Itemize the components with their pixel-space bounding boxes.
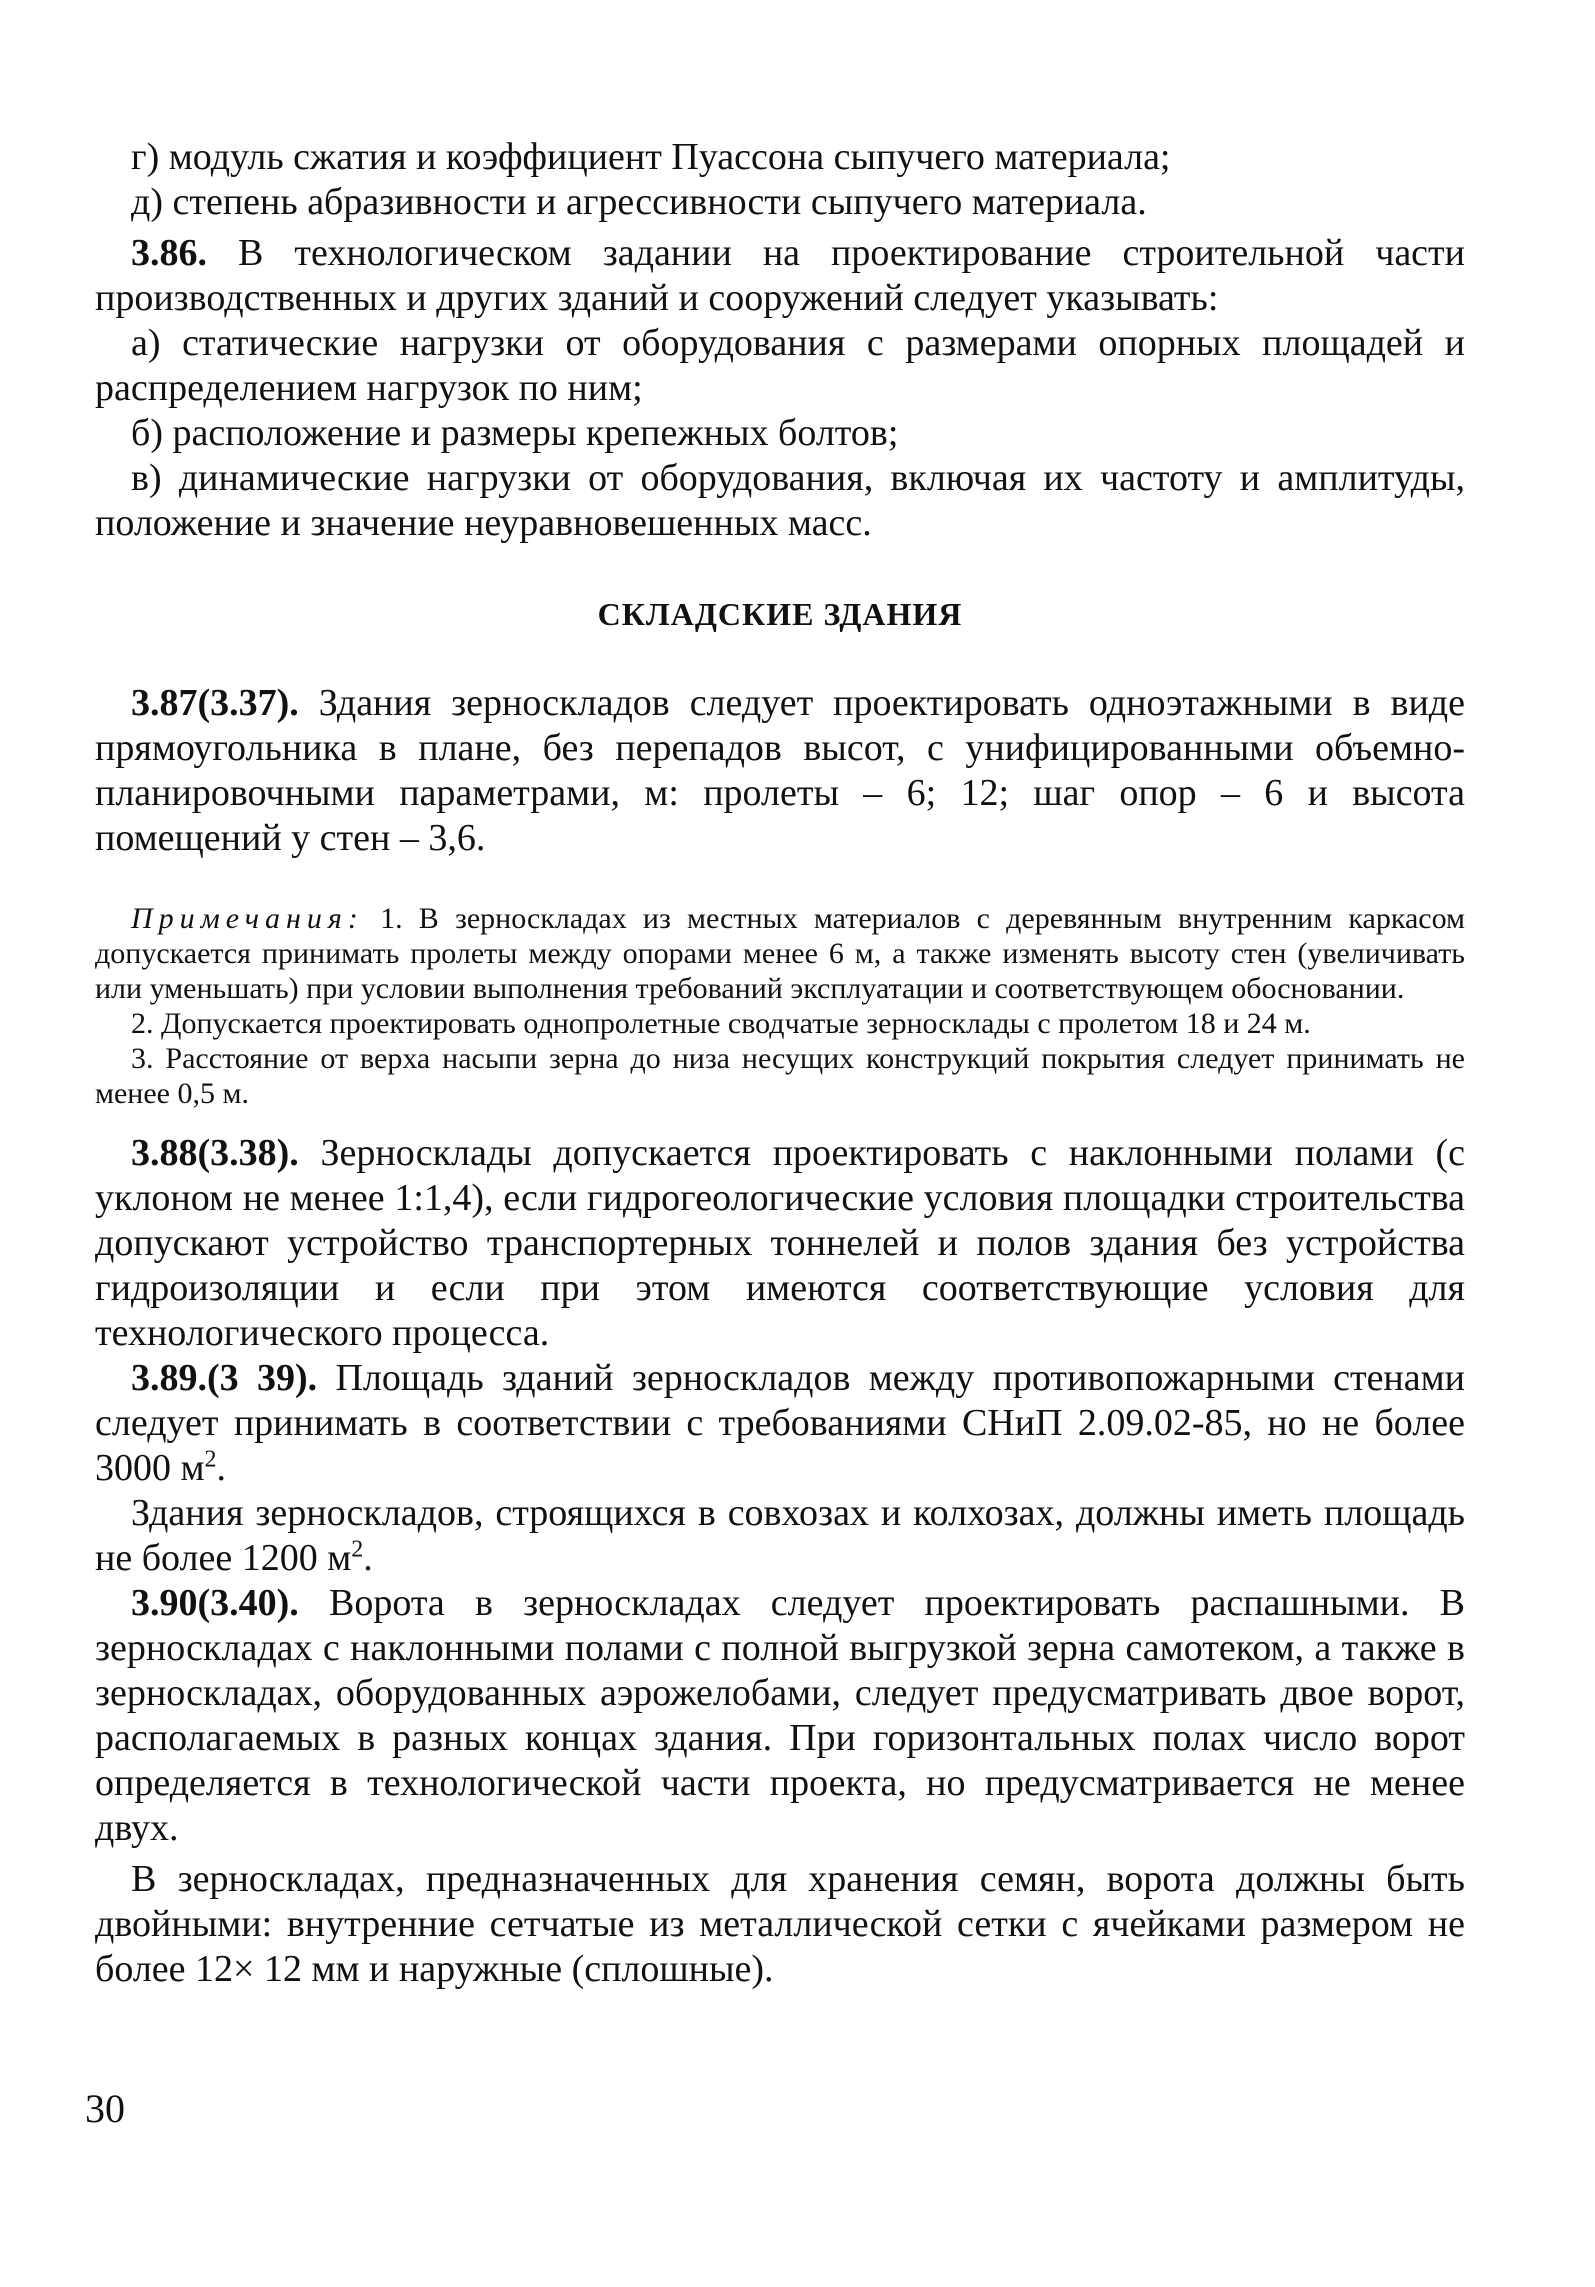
superscript: 2 (351, 1536, 364, 1563)
paragraph-3-90 (95, 1581, 1465, 1851)
section-title: СКЛАДСКИЕ ЗДАНИЯ (597, 596, 963, 632)
superscript: 2 (204, 1446, 217, 1473)
paragraph-3-89 (95, 1356, 1465, 1491)
clause-text: Здания зерноскладов, строящихся в совхозах и колхозах, должны иметь площадь не более 1200 м (95, 1492, 1465, 1579)
paragraph-3-86 (95, 231, 1465, 321)
note-text: 1. В зерноскладах из местных материалов с деревянным внутренним каркасом допускается принимать пролеты между опорами менее 6 м, а также изменять высоту стен (увеличивать или уменьшать) при условии выполнения требований эксплуатации и соответствующем обосновании. (95, 902, 1465, 1005)
clause-number: 3.89.(3 39). (131, 1357, 318, 1399)
page-number: 30 (85, 2086, 125, 2131)
note-2: 2. Допускается проектировать однопролетные сводчатые зерносклады с пролетом 18 и 24 м. (131, 1007, 1311, 1040)
clause-text: Здания зерноскладов следует проектировать одноэтажными в виде прямоугольника в плане, без перепадов высот, с унифицированными объемно-планировочными параметрами, м: пролеты – 6; 12; шаг опор – 6 и высота помещений у стен – 3,6. (95, 682, 1466, 859)
page-body (95, 135, 1465, 1992)
period: . (216, 1447, 227, 1489)
notes-label: Примечания: (131, 902, 364, 935)
item-a: а) статические нагрузки от оборудования с размерами опорных площадей и распределением нагрузок по ним; (95, 322, 1465, 409)
item-b: б) расположение и размеры крепежных болтов; (131, 412, 899, 454)
paragraph-3-89-2 (95, 1491, 1465, 1581)
clause-text: Ворота в зерноскладах следует проектировать распашными. В зерноскладах с наклонными полами с полной выгрузкой зерна самотеком, а также в зерноскладах, оборудованных аэрожелобами, следует предусматривать двое ворот, располагаемых в разных концах здания. При горизонтальных полах число ворот определяется в технологической части проекта, но предусматривается не менее двух. (95, 1582, 1465, 1849)
clause-text: Площадь зданий зерноскладов между противопожарными стенами следует принимать в соответствии с требованиями СНиП 2.09.02-85, но не более 3000 м (95, 1357, 1466, 1489)
notes-block (95, 901, 1465, 1111)
clause-number: 3.90(3.40). (131, 1582, 299, 1624)
note-1 (95, 901, 1465, 1006)
paragraph-3-87 (95, 681, 1465, 861)
item-v: в) динамические нагрузки от оборудования, включая их частоту и амплитуды, положение и значение неуравновешенных масс. (95, 457, 1465, 544)
item-g: г) модуль сжатия и коэффициент Пуассона сыпучего материала; (131, 136, 1171, 178)
clause-text: Зерносклады допускается проектировать с наклонными полами (с уклоном не менее 1:1,4), если гидрогеологические условия площадки строительства допускают устройство транспортерных тоннелей и полов здания без устройства гидроизоляции и если при этом имеются соответствующие условия для технологического процесса. (95, 1132, 1465, 1354)
clause-number: 3.88(3.38). (131, 1132, 299, 1174)
clause-text: В технологическом задании на проектирование строительной части производственных и других зданий и сооружений следует указывать: (95, 232, 1465, 319)
clause-number: 3.87(3.37). (131, 682, 299, 724)
paragraph-3-90-2: В зерноскладах, предназначенных для хранения семян, ворота должны быть двойными: внутренние сетчатые из металлической сетки с ячейками размером не более 12× 12 мм и наружные (сплошные). (95, 1858, 1465, 1990)
period: . (363, 1537, 373, 1579)
note-3: 3. Расстояние от верха насыпи зерна до низа несущих конструкций покрытия следует принимать не менее 0,5 м. (95, 1042, 1465, 1110)
clause-number: 3.86. (131, 232, 207, 274)
item-d: д) степень абразивности и агрессивности сыпучего материала. (131, 181, 1147, 223)
paragraph-3-88 (95, 1131, 1465, 1356)
